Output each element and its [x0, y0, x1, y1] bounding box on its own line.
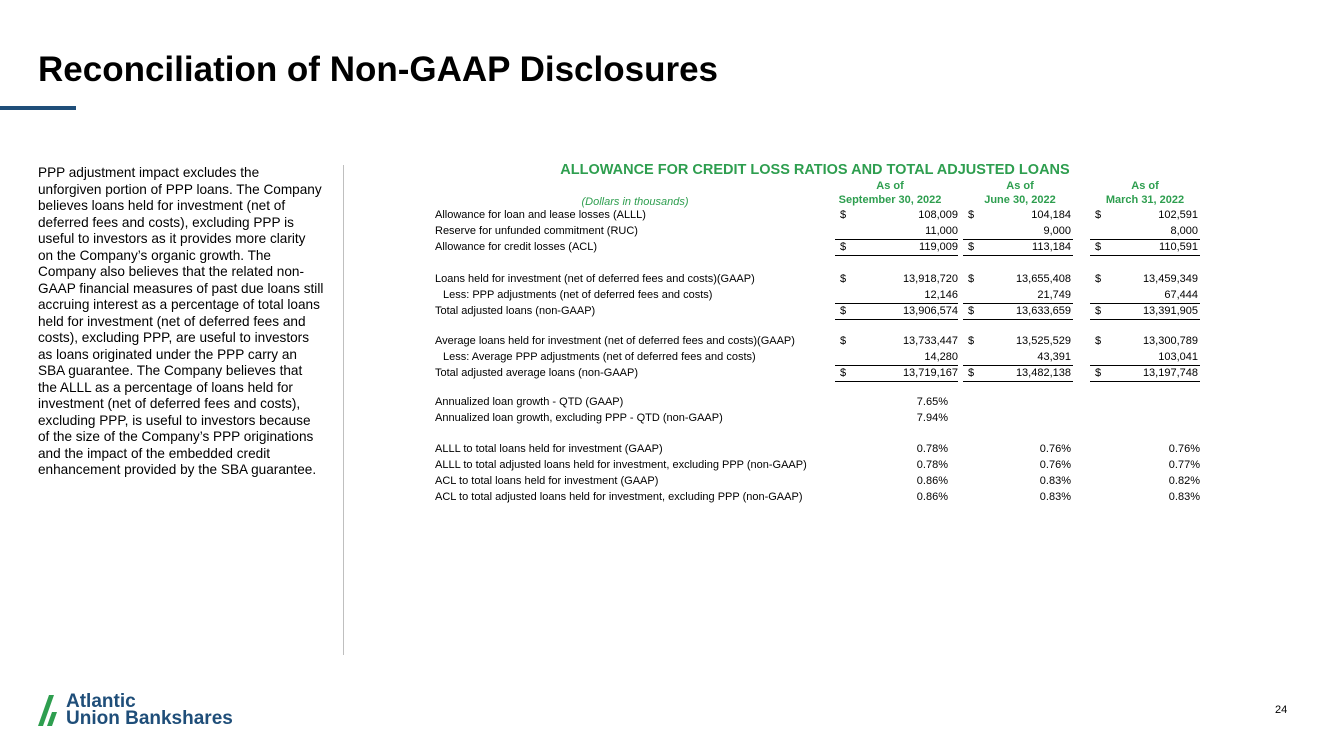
cell-value: 13,733,447 [902, 335, 958, 347]
dollar-sign: $ [840, 209, 847, 221]
cell-value: 13,482,138 [1015, 367, 1071, 379]
cell-value: 0.86% [916, 491, 948, 503]
cell-value: 0.77% [1168, 459, 1200, 471]
total-line [835, 319, 958, 320]
dollar-sign: $ [840, 335, 847, 347]
page-title: Reconciliation of Non-GAAP Disclosures [38, 50, 719, 89]
column-header-line2: June 30, 2022 [984, 194, 1056, 206]
cell-value: 13,459,349 [1142, 273, 1198, 285]
cell-value: 13,391,905 [1142, 305, 1198, 317]
column-header-line1: As of [1006, 180, 1034, 192]
column-header-sep-2022 [820, 179, 960, 207]
dollar-sign: $ [840, 305, 847, 317]
cell-value: 0.86% [916, 475, 948, 487]
row-label: Total adjusted loans (non-GAAP) [435, 305, 596, 317]
cell-value: 13,300,789 [1142, 335, 1198, 347]
total-line [963, 255, 1073, 256]
row-label: Annualized loan growth - QTD (GAAP) [435, 396, 624, 408]
cell-value: 8,000 [1170, 225, 1198, 237]
total-line [1090, 255, 1200, 256]
cell-value: 13,918,720 [902, 273, 958, 285]
total-line [835, 381, 958, 382]
cell-value: 43,391 [1037, 351, 1071, 363]
total-line [1090, 381, 1200, 382]
dollar-sign: $ [968, 335, 975, 347]
cell-value: 13,525,529 [1015, 335, 1071, 347]
logo-line1: Atlantic [66, 691, 136, 712]
row-label: Annualized loan growth, excluding PPP - QTD (non-GAAP) [435, 412, 723, 424]
dollar-sign: $ [968, 209, 975, 221]
units-note: (Dollars in thousands) [581, 196, 689, 208]
cell-value: 0.76% [1039, 459, 1071, 471]
dollar-sign: $ [1095, 367, 1102, 379]
table-row [0, 490, 1333, 505]
cell-value: 13,633,659 [1015, 305, 1071, 317]
dollar-sign: $ [968, 367, 975, 379]
cell-value: 21,749 [1037, 289, 1071, 301]
dollar-sign: $ [840, 273, 847, 285]
table-title: ALLOWANCE FOR CREDIT LOSS RATIOS AND TOTAL ADJUSTED LOANS [560, 162, 1070, 178]
dollar-sign: $ [1095, 305, 1102, 317]
column-header-line2: March 31, 2022 [1105, 194, 1185, 206]
cell-value: 0.78% [916, 459, 948, 471]
row-label: ALLL to total loans held for investment (GAAP) [435, 443, 663, 455]
table-row [0, 442, 1333, 457]
column-header-mar-2022 [1085, 179, 1205, 207]
table-row [0, 304, 1333, 319]
total-line [963, 381, 1073, 382]
cell-value: 13,655,408 [1015, 273, 1071, 285]
dollar-sign: $ [968, 305, 975, 317]
table-row [0, 272, 1333, 287]
row-label: Loans held for investment (net of deferred fees and costs)(GAAP) [435, 273, 755, 285]
table-row [0, 350, 1333, 365]
table-row [0, 411, 1333, 426]
cell-value: 119,009 [919, 241, 958, 253]
cell-value: 9,000 [1043, 225, 1071, 237]
cell-value: 7.94% [916, 412, 948, 424]
row-label: Total adjusted average loans (non-GAAP) [435, 367, 639, 379]
dollar-sign: $ [968, 241, 975, 253]
cell-value: 0.76% [1168, 443, 1200, 455]
cell-value: 13,197,748 [1142, 367, 1198, 379]
table-row [0, 458, 1333, 473]
cell-value: 67,444 [1164, 289, 1198, 301]
column-header-line1: As of [1131, 180, 1159, 192]
column-header-jun-2022 [960, 179, 1080, 207]
row-label: ALLL to total adjusted loans held for investment, excluding PPP (non-GAAP) [435, 459, 807, 471]
logo-mark-icon [38, 692, 64, 728]
row-label: Less: Average PPP adjustments (net of deferred fees and costs) [443, 351, 756, 363]
dollar-sign: $ [1095, 273, 1102, 285]
column-header-line1: As of [876, 180, 904, 192]
cell-value: 13,906,574 [902, 305, 958, 317]
cell-value: 108,009 [918, 209, 958, 221]
dollar-sign: $ [1095, 209, 1102, 221]
cell-value: 104,184 [1031, 209, 1071, 221]
table-row [0, 240, 1333, 255]
table-row [0, 395, 1333, 410]
row-label: ACL to total loans held for investment (GAAP) [435, 475, 659, 487]
table-row [0, 208, 1333, 223]
dollar-sign: $ [968, 273, 975, 285]
cell-value: 110,591 [1159, 241, 1198, 253]
total-line [1090, 319, 1200, 320]
cell-value: 12,146 [924, 289, 958, 301]
total-line [963, 319, 1073, 320]
cell-value: 0.83% [1168, 491, 1200, 503]
dollar-sign: $ [840, 241, 847, 253]
cell-value: 0.82% [1168, 475, 1200, 487]
cell-value: 11,000 [925, 225, 958, 237]
cell-value: 0.76% [1039, 443, 1071, 455]
cell-value: 0.83% [1039, 491, 1071, 503]
cell-value: 13,719,167 [902, 367, 958, 379]
cell-value: 7.65% [916, 396, 948, 408]
cell-value: 0.78% [916, 443, 948, 455]
column-header-line2: September 30, 2022 [838, 194, 942, 206]
row-label: Average loans held for investment (net of deferred fees and costs)(GAAP) [435, 335, 795, 347]
total-line [835, 255, 958, 256]
cell-value: 14,280 [924, 351, 958, 363]
cell-value: 102,591 [1158, 209, 1198, 221]
dollar-sign: $ [1095, 335, 1102, 347]
dollar-sign: $ [840, 367, 847, 379]
row-label: Reserve for unfunded commitment (RUC) [435, 225, 638, 237]
title-underline [0, 106, 76, 110]
row-label: Allowance for credit losses (ACL) [435, 241, 598, 253]
cell-value: 103,041 [1158, 351, 1198, 363]
row-label: Allowance for loan and lease losses (ALLL) [435, 209, 646, 221]
table-row [0, 334, 1333, 349]
explanatory-text: PPP adjustment impact excludes the unforgiven portion of PPP loans. The Company believes loans held for investment (net of deferred fees and costs), excluding PPP is useful to investors as it provides more clarity on the Company’s organic growth. The Company also believes that the related non-GAAP financial measures of past due loans still accruing interest as a percentage of total loans held for investment (net of deferred fees and costs), excluding PPP, are useful to investors as loans originated under the PPP carry an SBA guarantee. The Company believes that the ALLL as a percentage of loans held for investment (net of deferred fees and costs), excluding PPP, is useful to investors because of the size of the Company’s PPP originations and the impact of the embedded credit enhancement provided by the SBA guarantee. [38, 165, 324, 477]
table-row [0, 224, 1333, 239]
cell-value: 113,184 [1032, 241, 1071, 253]
table-row [0, 366, 1333, 381]
cell-value: 0.83% [1039, 475, 1071, 487]
page-number: 24 [1275, 704, 1288, 716]
logo-line2: Union Bankshares [66, 708, 233, 729]
table-row [0, 474, 1333, 489]
table-row [0, 288, 1333, 303]
dollar-sign: $ [1095, 241, 1102, 253]
row-label: Less: PPP adjustments (net of deferred fees and costs) [443, 289, 713, 301]
row-label: ACL to total adjusted loans held for investment, excluding PPP (non-GAAP) [435, 491, 803, 503]
